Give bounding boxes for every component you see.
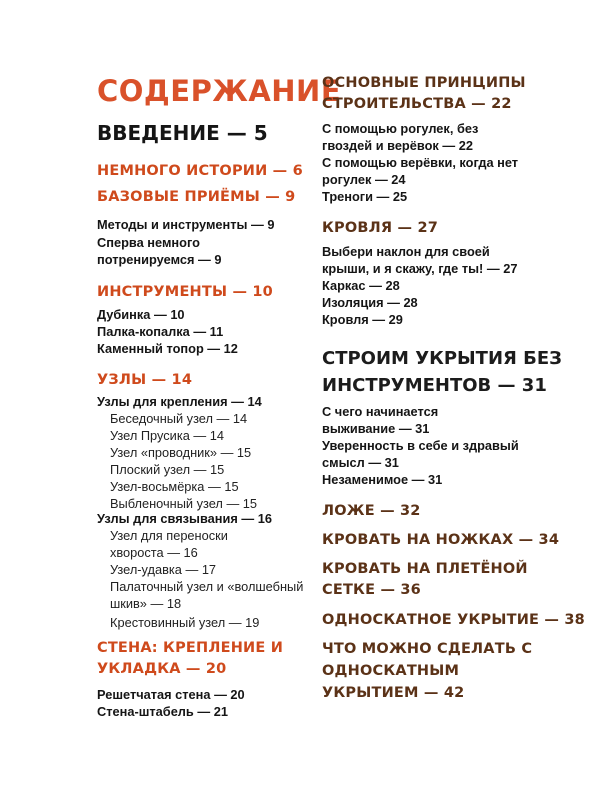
toc-subentry[interactable]: Плоский узел — 15 — [110, 462, 225, 477]
toc-principles-heading[interactable]: ОСНОВНЫЕ ПРИНЦИПЫ — [322, 75, 526, 91]
toc-shelter-heading[interactable]: СТРОИМ УКРЫТИЯ БЕЗ — [322, 348, 562, 369]
toc-entry[interactable]: рогулек — 24 — [322, 172, 406, 187]
toc-entry[interactable]: Изоляция — 28 — [322, 295, 418, 310]
toc-entry[interactable]: С помощью рогулек, без — [322, 121, 479, 136]
toc-history[interactable]: НЕМНОГО ИСТОРИИ — 6 — [97, 163, 303, 179]
toc-entry[interactable]: Решетчатая стена — 20 — [97, 687, 245, 702]
toc-entry[interactable]: смысл — 31 — [322, 455, 399, 470]
toc-subentry[interactable]: Узел Прусика — 14 — [110, 428, 224, 443]
toc-subentry[interactable]: шкив» — 18 — [110, 596, 182, 611]
toc-entry[interactable]: Стена-штабель — 21 — [97, 704, 228, 719]
toc-principles-heading-line2[interactable]: СТРОИТЕЛЬСТВА — 22 — [322, 96, 512, 112]
toc-entry[interactable]: С помощью верёвки, когда нет — [322, 155, 519, 170]
toc-subentry[interactable]: Палаточный узел и «волшебный — [110, 579, 304, 594]
toc-entry[interactable]: Треноги — 25 — [322, 189, 408, 204]
toc-entry[interactable]: Методы и инструменты — 9 — [97, 217, 275, 232]
toc-tools-heading[interactable]: ИНСТРУМЕНТЫ — 10 — [97, 284, 273, 300]
toc-entry[interactable]: Незаменимое — 31 — [322, 472, 443, 487]
toc-subentry[interactable]: хвороста — 16 — [110, 545, 198, 560]
toc-entry[interactable]: Дубинка — 10 — [97, 307, 185, 322]
toc-entry[interactable]: Каркас — 28 — [322, 278, 400, 293]
toc-entry[interactable]: Палка-копалка — 11 — [97, 324, 224, 339]
toc-entry[interactable]: С чего начинается — [322, 404, 439, 419]
toc-entry[interactable]: Узлы для крепления — 14 — [97, 394, 262, 409]
toc-entry[interactable]: выживание — 31 — [322, 421, 430, 436]
toc-knots-heading[interactable]: УЗЛЫ — 14 — [97, 372, 193, 388]
toc-entry[interactable]: крыши, и я скажу, где ты! — 27 — [322, 261, 518, 276]
toc-bed-net[interactable]: КРОВАТЬ НА ПЛЕТЁНОЙ — [322, 561, 528, 577]
toc-basics-heading[interactable]: БАЗОВЫЕ ПРИЁМЫ — 9 — [97, 189, 296, 205]
toc-subentry[interactable]: Беседочный узел — 14 — [110, 411, 248, 426]
toc-subentry[interactable]: Узел «проводник» — 15 — [110, 445, 252, 460]
toc-lean-to-more[interactable]: ЧТО МОЖНО СДЕЛАТЬ С — [322, 641, 533, 657]
toc-subentry[interactable]: Крестовинный узел — 19 — [110, 615, 260, 630]
toc-subentry[interactable]: Выбленочный узел — 15 — [110, 496, 258, 511]
toc-subentry[interactable]: Узел-восьмёрка — 15 — [110, 479, 239, 494]
toc-entry[interactable]: Сперва немного — [97, 235, 200, 250]
toc-entry[interactable]: Кровля — 29 — [322, 312, 403, 327]
toc-bed-legs[interactable]: КРОВАТЬ НА НОЖКАХ — 34 — [322, 532, 560, 548]
toc-roof-heading[interactable]: КРОВЛЯ — 27 — [322, 220, 439, 236]
toc-entry[interactable]: Уверенность в себе и здравый — [322, 438, 519, 453]
toc-lean-to-more-line2[interactable]: ОДНОСКАТНЫМ — [322, 663, 460, 679]
toc-introduction[interactable]: ВВЕДЕНИЕ — 5 — [97, 121, 268, 145]
toc-subentry[interactable]: Узел для переноски — [110, 528, 228, 543]
toc-entry[interactable]: потренируемся — 9 — [97, 252, 222, 267]
toc-wall-heading[interactable]: СТЕНА: КРЕПЛЕНИЕ И — [97, 640, 284, 656]
toc-subentry[interactable]: Узел-удавка — 17 — [110, 562, 217, 577]
toc-wall-heading-line2[interactable]: УКЛАДКА — 20 — [97, 661, 227, 677]
toc-bed[interactable]: ЛОЖЕ — 32 — [322, 503, 421, 519]
toc-lean-to-more-line3[interactable]: УКРЫТИЕМ — 42 — [322, 685, 465, 701]
toc-entry[interactable]: Каменный топор — 12 — [97, 341, 238, 356]
toc-lean-to[interactable]: ОДНОСКАТНОЕ УКРЫТИЕ — 38 — [322, 612, 585, 628]
toc-entry[interactable]: гвоздей и верёвок — 22 — [322, 138, 473, 153]
toc-shelter-heading-line2[interactable]: ИНСТРУМЕНТОВ — 31 — [322, 375, 547, 396]
toc-bed-net-line2[interactable]: СЕТКЕ — 36 — [322, 582, 421, 598]
toc-entry[interactable]: Выбери наклон для своей — [322, 244, 490, 259]
toc-title: СОДЕРЖАНИЕ — [97, 74, 342, 108]
toc-entry[interactable]: Узлы для связывания — 16 — [97, 511, 272, 526]
